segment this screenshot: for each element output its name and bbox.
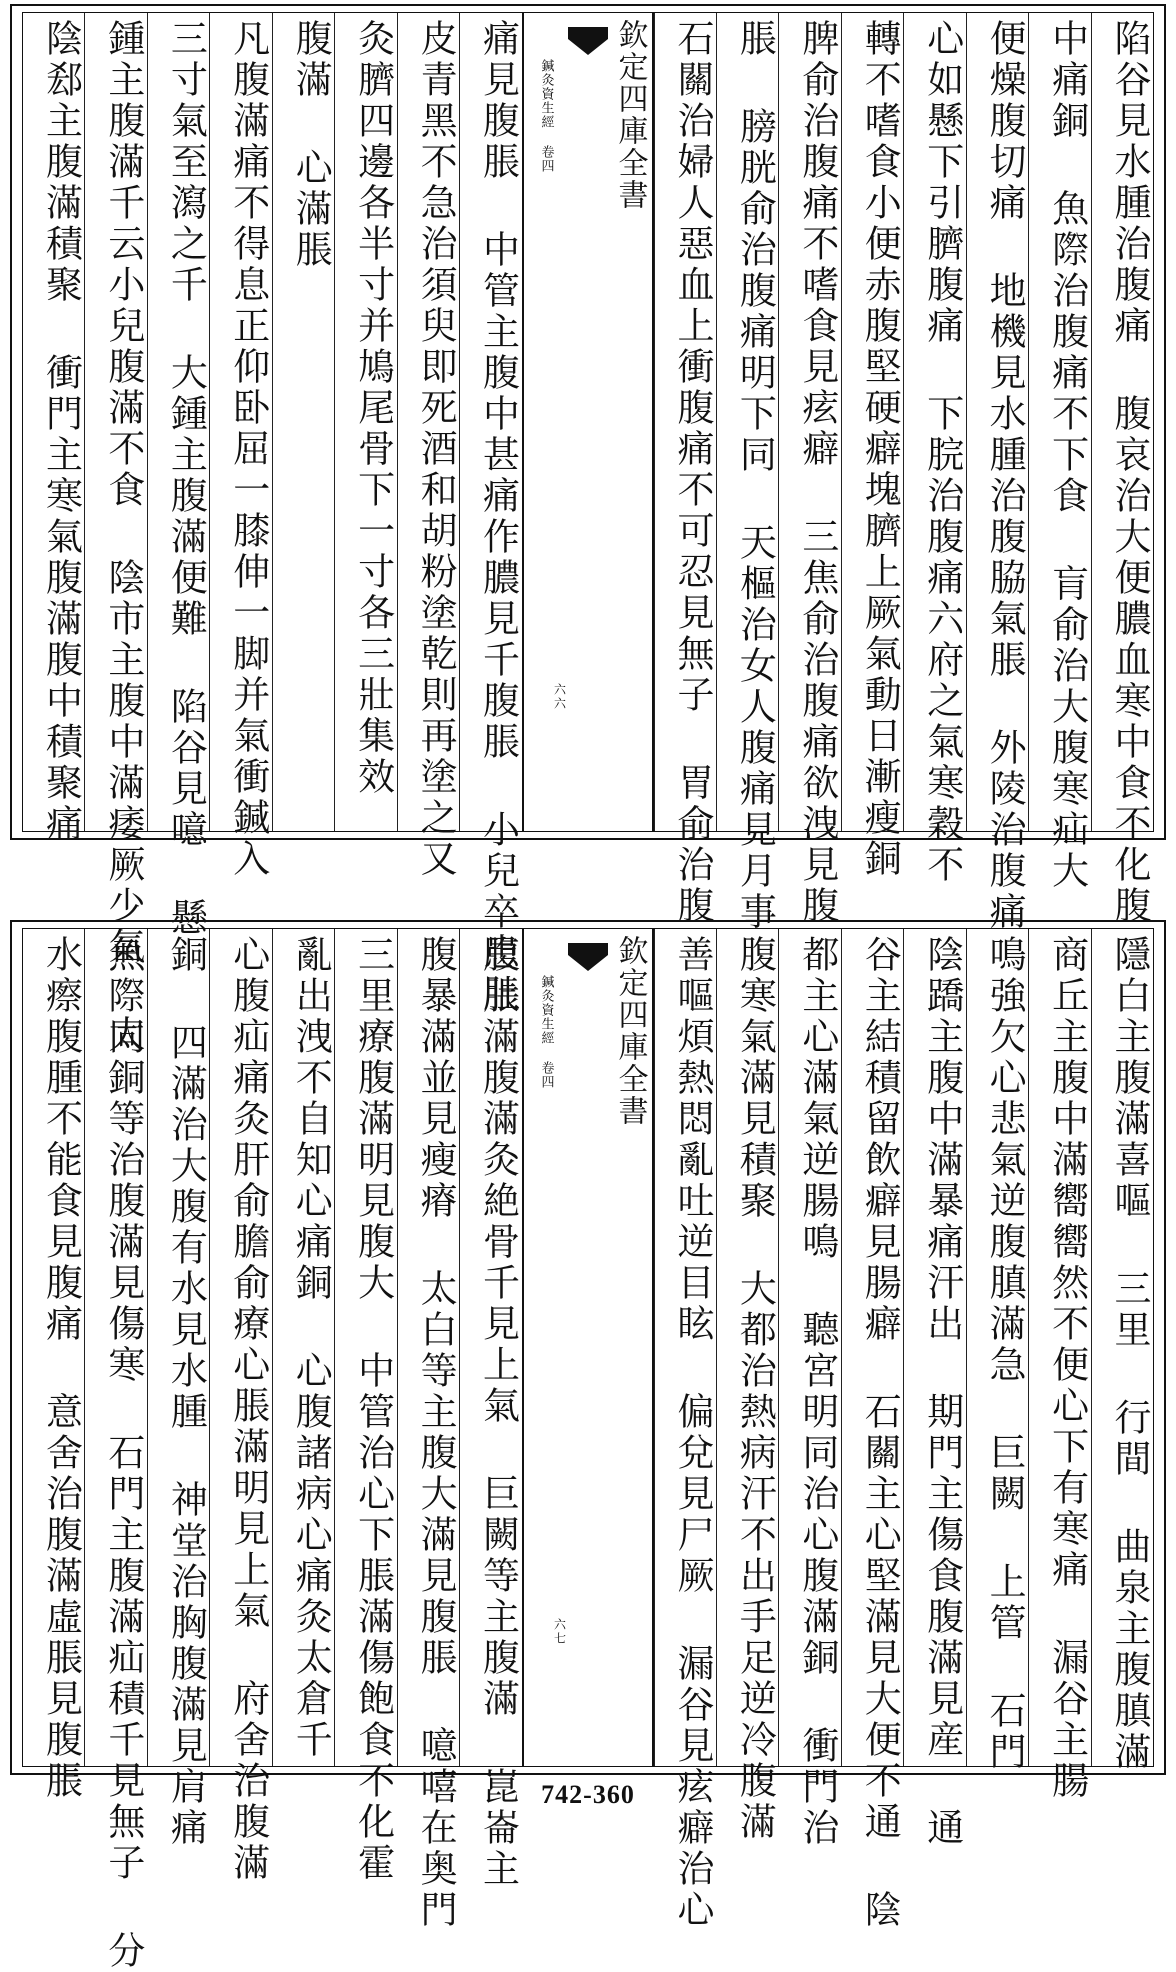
text-column: 轉不嗜食小便赤腹堅硬癖塊臍上厥氣動日漸瘦銅 (841, 13, 903, 831)
text-column: 脹 膀胱俞治腹痛明下同 天樞治女人腹痛見月事 (716, 13, 778, 831)
text-frame-top (22, 12, 1154, 1056)
text-column: 谷主結積留飲癖見腸癖 石關主心堅滿見大便不通 陰 (841, 929, 903, 1766)
text-column: 亂出洩不自知心痛銅 心腹諸病心痛灸太倉千 (272, 929, 334, 1766)
text-column: 陰蹻主腹中滿暴痛汗出 期門主傷食腹滿見産 通 (903, 929, 965, 1766)
text-column: 鍾主腹滿千云小兒腹滿不食 陰市主腹中滿痿厥少氣 太 (84, 13, 146, 831)
text-column: 三里療腹滿明見腹大 中管治心下脹滿傷飽食不化霍 (334, 929, 396, 1766)
text-column: 善嘔煩熱悶亂吐逆目眩 偏兌見尸厥 漏谷見痃癖治心 (654, 929, 716, 1766)
center-title: 欽定四庫全書 (612, 19, 648, 211)
center-volume: 鍼灸資生經 卷四 (538, 975, 554, 1089)
text-column: 都主心滿氣逆腸鳴 聽宮明同治心腹滿銅 衝門治 (778, 929, 840, 1766)
text-column: 腹暴滿並見瘦瘠 太白等主腹大滿見腹脹 噫嘻在奥門 (397, 929, 459, 1766)
text-column: 石關治婦人惡血上衝腹痛不可忍見無子 胃俞治腹 (654, 13, 716, 831)
text-column: 心腹疝痛灸肝俞膽俞療心脹滿明見上氣 府舍治腹滿 (209, 929, 271, 1766)
text-column: 痛見腹脹 中管主腹中甚痛作膿見千腹脹 小兒卒患肚 (459, 13, 521, 831)
text-column: 皮青黑不急治須臾即死酒和胡粉塗乾則再塗之又 (397, 13, 459, 831)
text-column: 心如懸下引臍腹痛 下脘治腹痛六府之氣寒穀不 (903, 13, 965, 831)
text-column: 腹脹滿腹滿灸絶骨千見上氣 巨闕等主腹滿 崑崙主 (459, 929, 521, 1766)
text-column: 隱白主腹滿喜嘔 三里 行間 曲泉主腹䐜滿 (1091, 929, 1153, 1766)
center-volume: 鍼灸資生經 卷四 (538, 59, 554, 173)
text-column: 灸臍四邊各半寸并鳩尾骨下一寸各三壯集效 (334, 13, 396, 831)
center-folio: 六六 (552, 683, 567, 711)
text-column: 鳴強欠心悲氣逆腹䐜滿急 巨闕 上管 石門 (966, 929, 1028, 1766)
text-column: 魚際同銅等治腹滿見傷寒 石門主腹滿疝積千見無子 分 (84, 929, 146, 1766)
text-column: 腹滿 心滿脹 (272, 13, 334, 831)
page-top (10, 4, 1166, 1056)
text-column: 商丘主腹中滿嚮嚮然不便心下有寒痛 漏谷主腸 (1028, 929, 1090, 1766)
page-reference-number: 742-360 (541, 1780, 635, 1809)
text-column: 陰郄主腹滿積聚 衝門主寒氣腹滿腹中積聚痛 (39, 19, 83, 845)
center-margin (522, 929, 654, 1766)
center-margin (522, 13, 654, 831)
text-column: 腹寒氣滿見積聚 大都治熱病汗不出手足逆冷腹滿 (716, 929, 778, 1766)
text-column: 脾俞治腹痛不嗜食見痃癖 三焦俞治腹痛欲洩見腹 (778, 13, 840, 831)
text-column: 便燥腹切痛 地機見水腫治腹脇氣脹 外陵治腹痛 (966, 13, 1028, 831)
text-column: 中痛銅 魚際治腹痛不下食 肓俞治大腹寒疝大 (1028, 13, 1090, 831)
text-column: 水瘵腹腫不能食見腹痛 意舍治腹滿虛脹見腹脹 (39, 935, 83, 1802)
center-title: 欽定四庫全書 (612, 935, 648, 1127)
center-folio: 六七 (552, 1618, 567, 1646)
text-column: 銅 四滿治大腹有水見水腫 神堂治胸腹滿見肩痛 (147, 929, 209, 1766)
fish-tail-icon (568, 943, 608, 973)
text-column: 三寸氣至瀉之千 大鍾主腹滿便難 陷谷見噫 懸 (147, 13, 209, 831)
fish-tail-icon (568, 27, 608, 57)
text-column: 凡腹滿痛不得息正仰卧屈一膝伸一脚并氣衝鍼入 (209, 13, 271, 831)
text-column: 陷谷見水腫治腹痛 腹哀治大便膿血寒中食不化腹 (1091, 13, 1153, 831)
